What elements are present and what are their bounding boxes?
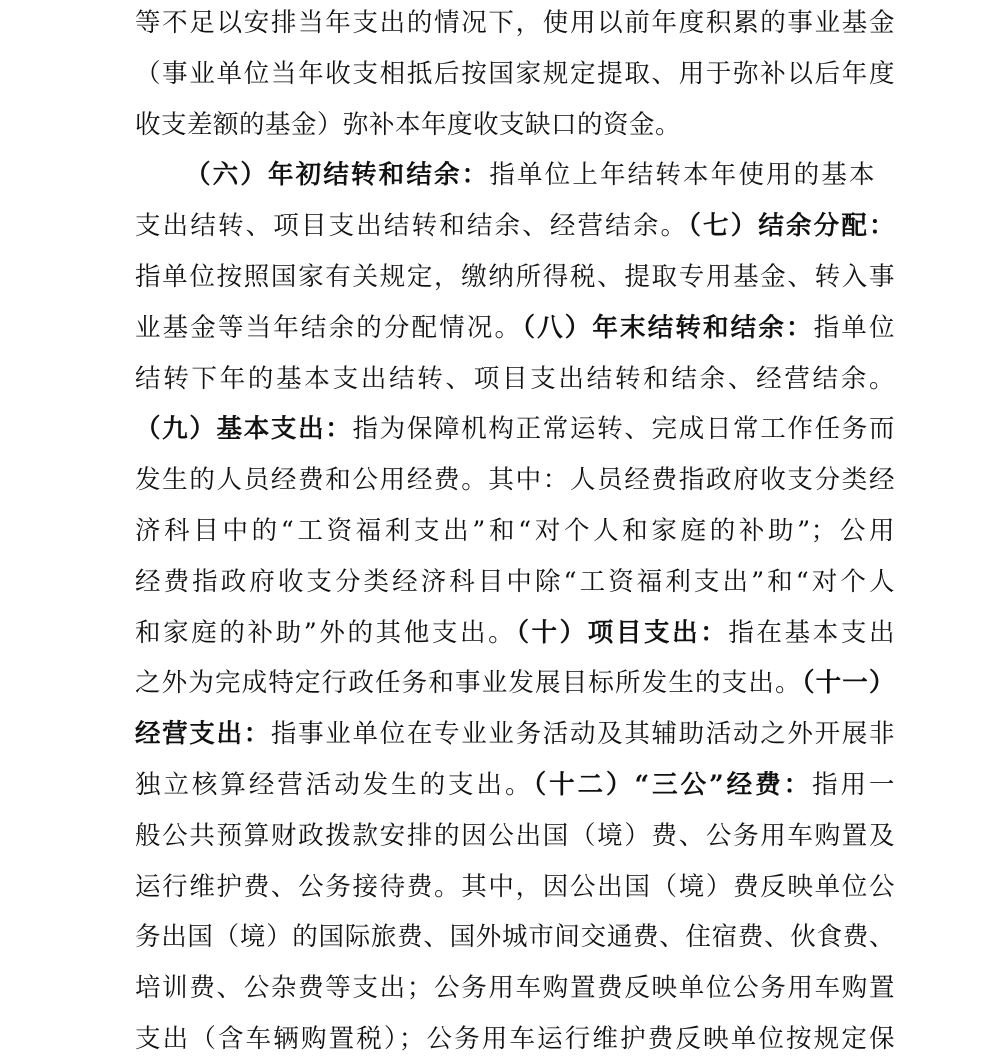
body-text: 指单位 [813, 312, 895, 343]
body-text: （事业单位当年收支相抵后按国家规定提取、用于弥补以后年度 [135, 58, 895, 89]
text-line [135, 514, 895, 548]
body-text: 发生的人员经费和公用经费。其中：人员经费指政府收支分类经 [135, 465, 895, 496]
text-line [135, 260, 895, 294]
body-text: 指单位上年结转本年使用的基本 [489, 160, 875, 191]
text-line [185, 158, 875, 192]
text-line [135, 768, 895, 802]
body-text: 指为保障机构正常运转、完成日常工作任务而 [352, 414, 895, 445]
body-text: 和家庭的补助”外的其他支出。 [135, 617, 517, 648]
body-text: 指在基本支出 [728, 617, 895, 648]
body-text: 指用一 [812, 770, 895, 800]
body-text: 等不足以安排当年支出的情况下，使用以前年度积累的事业基金 [135, 8, 895, 38]
text-line [135, 57, 895, 91]
text-line [135, 108, 895, 142]
body-text: 培训费、公杂费等支出；公务用车购置费反映单位公务用车购置 [135, 973, 895, 1004]
body-text: 般公共预算财政拨款安排的因公出国（境）费、公务用车购置及 [135, 820, 895, 851]
bold-heading-text: （七）结余分配： [688, 211, 895, 242]
body-text: 务出国（境）的国际旅费、国外城市间交通费、住宿费、伙食费、 [135, 922, 895, 953]
bold-heading-text: （八）年末结转和结余： [522, 312, 814, 343]
body-text: 收支差额的基金）弥补本年度收支缺口的资金。 [135, 109, 682, 140]
text-line [135, 616, 895, 650]
text-line [135, 971, 895, 1005]
text-line [135, 920, 895, 954]
bold-heading-text: （十一） [801, 668, 895, 699]
body-text: 独立核算经营活动发生的支出。 [135, 770, 534, 800]
bold-heading-text: （十）项目支出： [516, 617, 729, 648]
text-line [135, 1022, 895, 1056]
body-text: 经费指政府收支分类经济科目中除“工资福利支出”和“对个人 [135, 566, 895, 597]
text-line [135, 870, 895, 904]
text-line [135, 819, 895, 853]
body-text: 支出结转、项目支出结转和结余、经营结余。 [135, 211, 689, 242]
body-text: 运行维护费、公务接待费。其中，因公出国（境）费反映单位公 [135, 871, 895, 902]
bold-heading-text: 经营支出： [135, 719, 271, 750]
text-line [135, 362, 895, 396]
body-text: 业基金等当年结余的分配情况。 [135, 312, 523, 343]
bold-heading-text: （十二）“三公”经费： [533, 770, 813, 800]
body-text: 指单位按照国家有关规定，缴纳所得税、提取专用基金、转入事 [135, 262, 895, 292]
bold-heading-text: （六）年初结转和结余： [185, 160, 490, 191]
text-line [135, 6, 895, 40]
text-line [135, 412, 895, 446]
body-text: 济科目中的“工资福利支出”和“对个人和家庭的补助”；公用 [135, 516, 895, 546]
text-line [135, 565, 895, 599]
body-text: 指事业单位在专业业务活动及其辅助活动之外开展非 [270, 719, 895, 750]
text-line [135, 666, 895, 700]
text-line [135, 717, 895, 751]
text-line [135, 311, 895, 345]
text-line [135, 209, 895, 243]
bold-heading-text: （九）基本支出： [135, 414, 353, 445]
text-line [135, 463, 895, 497]
body-text: 支出（含车辆购置税）；公务用车运行维护费反映单位按规定保 [135, 1024, 895, 1054]
body-text: 结转下年的基本支出结转、项目支出结转和结余、经营结余。 [135, 363, 895, 394]
body-text: 之外为完成特定行政任务和事业发展目标所发生的支出。 [135, 668, 802, 699]
